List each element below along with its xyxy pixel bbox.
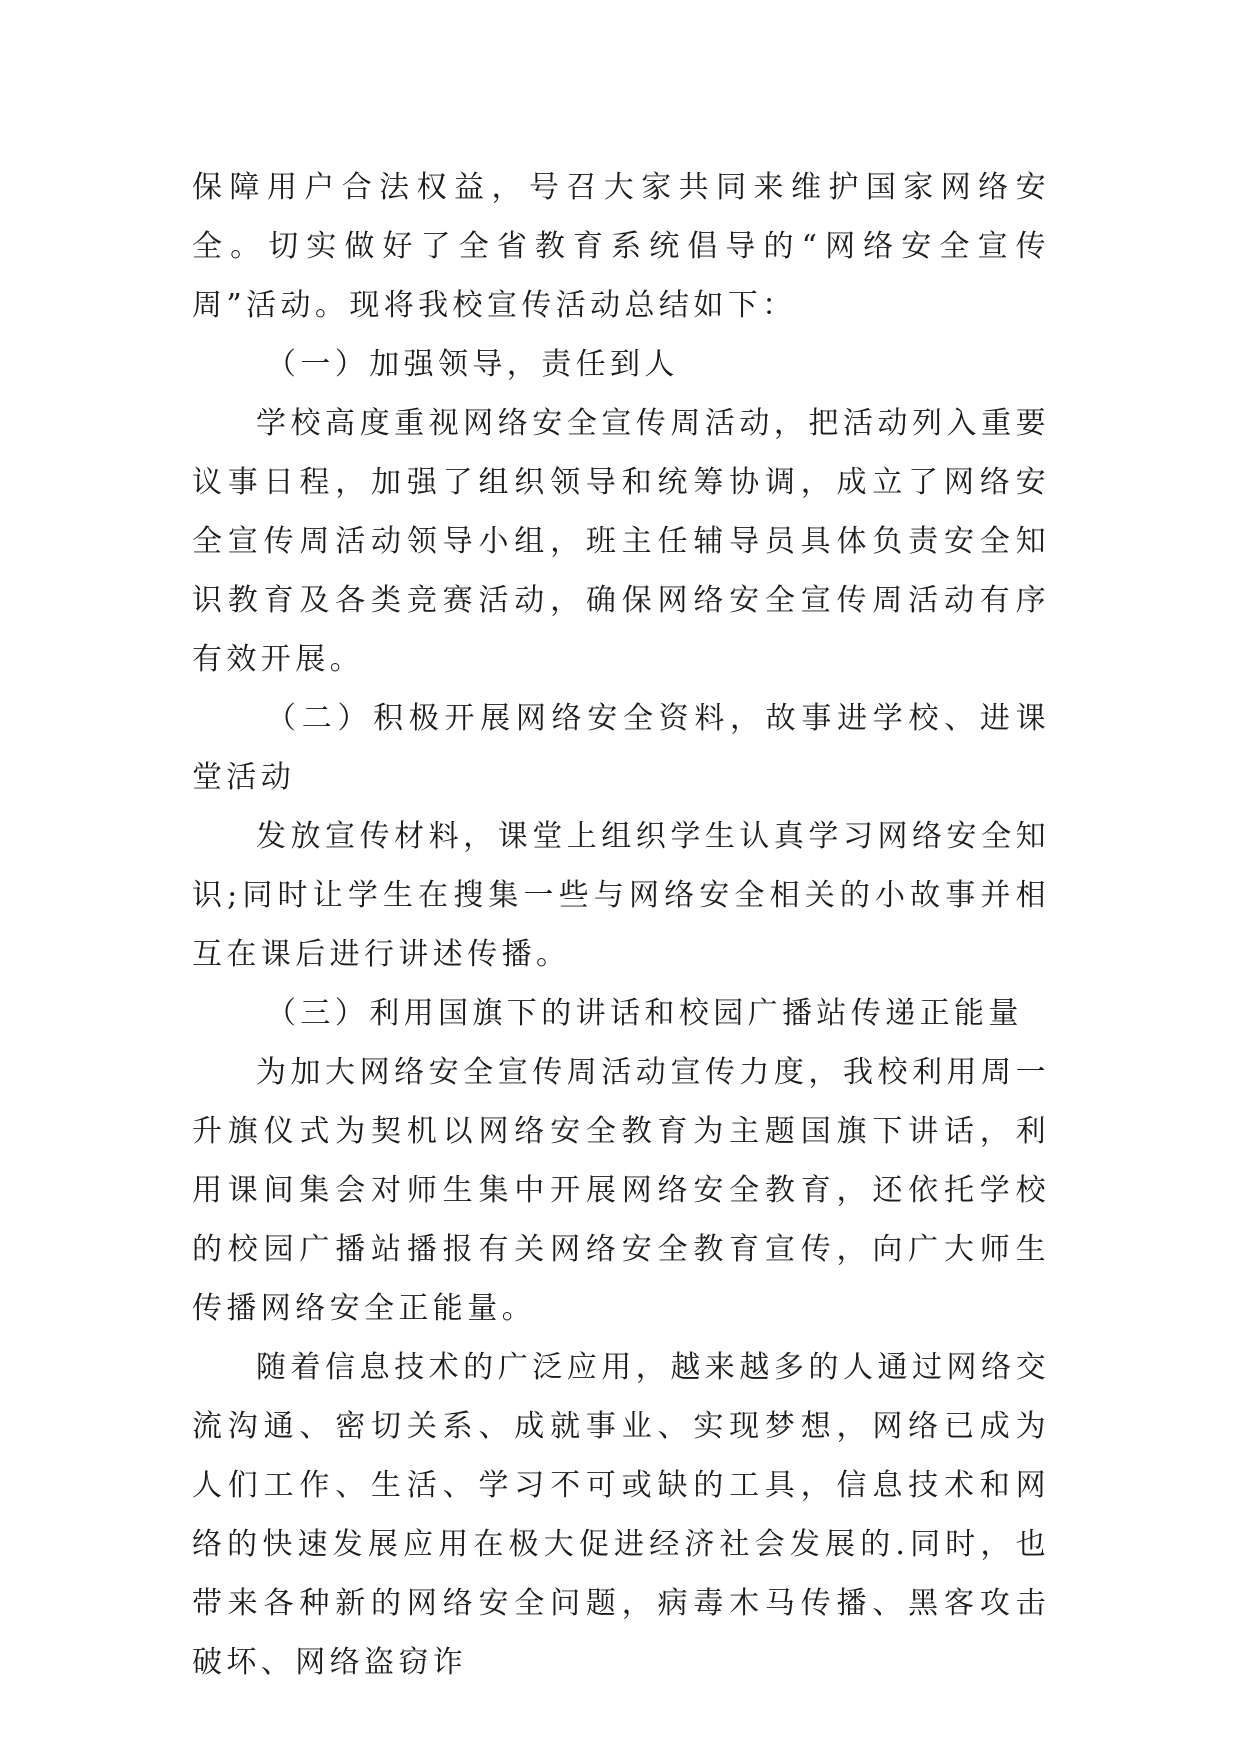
paragraph-closing: 随着信息技术的广泛应用，越来越多的人通过网络交流沟通、密切关系、成就事业、实现梦想，网络已成为人们工作、生活、学习不可或缺的工具，信息技术和网络的快速发展应用在极大促进经济社会发展的.同时，也带来各种新的网络安全问题，病毒木马传播、黑客攻击破坏、网络盗窃诈 — [192, 1350, 1050, 1680]
paragraph-opening: 保障用户合法权益，号召大家共同来维护国家网络安全。切实做好了全省教育系统倡导的“网络安全宣传周”活动。现将我校宣传活动总结如下： — [192, 170, 1050, 323]
section-heading-2: （二）积极开展网络安全资料，故事进学校、进课堂活动 — [192, 701, 1050, 795]
paragraph-section-1: 学校高度重视网络安全宣传周活动，把活动列入重要议事日程，加强了组织领导和统筹协调，成立了网络安全宣传周活动领导小组，班主任辅导员具体负责安全知识教育及各类竞赛活动，确保网络安全宣传周活动有序有效开展。 — [192, 406, 1050, 677]
document-body — [192, 158, 1050, 1692]
section-heading-1: （一）加强领导，责任到人 — [266, 347, 679, 382]
paragraph-section-3: 为加大网络安全宣传周活动宣传力度，我校利用周一升旗仪式为契机以网络安全教育为主题国旗下讲话，利用课间集会对师生集中开展网络安全教育，还依托学校的校园广播站播报有关网络安全教育宣传，向广大师生传播网络安全正能量。 — [192, 1055, 1050, 1326]
section-heading-3: （三）利用国旗下的讲话和校园广播站传递正能量 — [266, 996, 1023, 1031]
paragraph-section-2: 发放宣传材料，课堂上组织学生认真学习网络安全知识;同时让学生在搜集一些与网络安全相关的小故事并相互在课后进行讲述传播。 — [192, 819, 1050, 972]
